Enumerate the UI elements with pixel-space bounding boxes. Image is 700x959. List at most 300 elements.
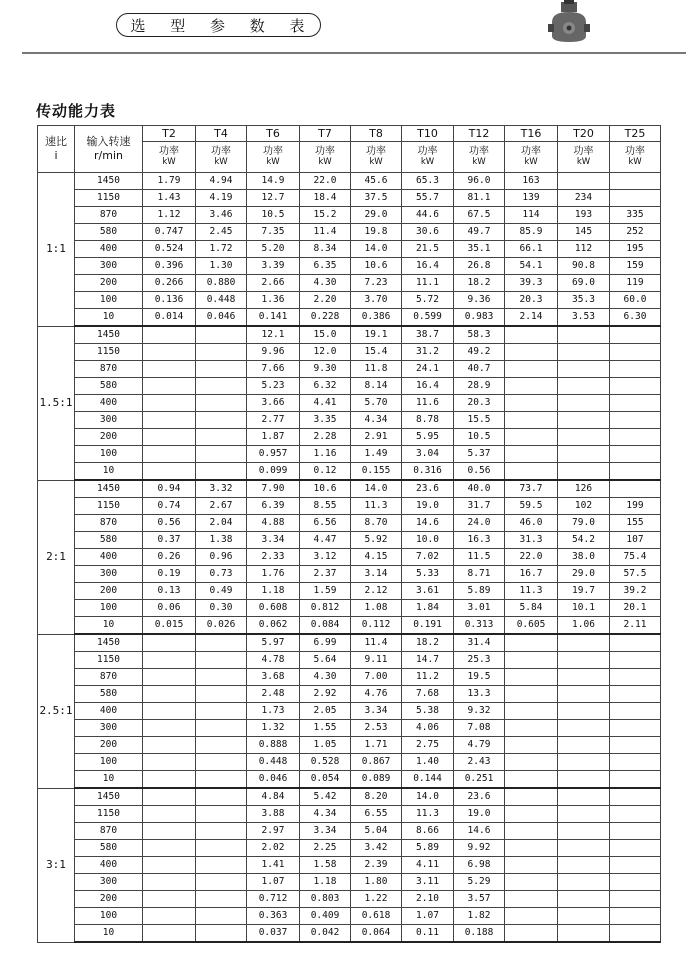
- model-header-t7: T7: [300, 126, 351, 142]
- input-speed-cell: 300: [75, 720, 143, 737]
- power-value-cell: 14.7: [402, 652, 454, 669]
- power-value-cell: 18.2: [402, 634, 454, 652]
- power-value-cell: 1.71: [351, 737, 402, 754]
- power-value-cell: 38.0: [558, 549, 610, 566]
- power-label: 功率: [315, 146, 335, 157]
- power-value-cell: 139: [505, 190, 558, 207]
- power-value-cell: 5.92: [351, 532, 402, 549]
- power-value-cell: [143, 326, 196, 344]
- input-speed-cell: 400: [75, 549, 143, 566]
- power-value-cell: 14.0: [351, 480, 402, 498]
- power-value-cell: 20.3: [505, 292, 558, 309]
- power-value-cell: 15.2: [300, 207, 351, 224]
- power-value-cell: 0.313: [454, 617, 505, 635]
- power-value-cell: [610, 190, 661, 207]
- power-value-cell: 11.5: [454, 549, 505, 566]
- power-value-cell: [143, 344, 196, 361]
- power-unit-header: [247, 142, 300, 173]
- power-value-cell: [558, 344, 610, 361]
- power-value-cell: [610, 925, 661, 943]
- power-value-cell: 73.7: [505, 480, 558, 498]
- power-value-cell: 0.191: [402, 617, 454, 635]
- input-speed-cell: 870: [75, 823, 143, 840]
- power-value-cell: [558, 703, 610, 720]
- power-value-cell: [196, 634, 247, 652]
- power-unit: kW: [162, 157, 176, 167]
- power-value-cell: 2.75: [402, 737, 454, 754]
- power-value-cell: 49.7: [454, 224, 505, 241]
- power-value-cell: 1.87: [247, 429, 300, 446]
- table-row: [38, 771, 661, 789]
- ratio-cell: 1.5:1: [38, 326, 75, 480]
- power-unit: kW: [524, 157, 538, 167]
- table-row: [38, 617, 661, 635]
- input-speed-cell: 100: [75, 600, 143, 617]
- power-value-cell: [196, 686, 247, 703]
- input-speed-cell: 870: [75, 669, 143, 686]
- power-value-cell: 3.11: [402, 874, 454, 891]
- power-value-cell: 31.7: [454, 498, 505, 515]
- input-speed-cell: 1450: [75, 634, 143, 652]
- power-value-cell: 6.30: [610, 309, 661, 327]
- power-value-cell: 3.35: [300, 412, 351, 429]
- power-value-cell: 3.34: [247, 532, 300, 549]
- power-value-cell: 45.6: [351, 173, 402, 190]
- power-value-cell: 40.7: [454, 361, 505, 378]
- power-value-cell: 19.0: [402, 498, 454, 515]
- table-row: [38, 788, 661, 806]
- power-value-cell: 16.4: [402, 258, 454, 275]
- power-value-cell: 10.6: [300, 480, 351, 498]
- table-row: [38, 806, 661, 823]
- power-value-cell: [143, 361, 196, 378]
- power-value-cell: 16.7: [505, 566, 558, 583]
- table-row: [38, 925, 661, 943]
- power-value-cell: [143, 788, 196, 806]
- power-value-cell: 0.605: [505, 617, 558, 635]
- table-row: [38, 908, 661, 925]
- power-value-cell: [610, 446, 661, 463]
- power-value-cell: 5.72: [402, 292, 454, 309]
- power-value-cell: [558, 840, 610, 857]
- power-value-cell: 35.3: [558, 292, 610, 309]
- power-value-cell: 4.34: [351, 412, 402, 429]
- power-value-cell: 4.78: [247, 652, 300, 669]
- power-value-cell: [143, 908, 196, 925]
- input-speed-cell: 1150: [75, 498, 143, 515]
- power-value-cell: [610, 840, 661, 857]
- input-speed-cell: 10: [75, 771, 143, 789]
- power-value-cell: [143, 412, 196, 429]
- power-value-cell: 5.89: [454, 583, 505, 600]
- power-value-cell: 96.0: [454, 173, 505, 190]
- power-value-cell: 3.34: [351, 703, 402, 720]
- power-value-cell: 35.1: [454, 241, 505, 258]
- power-value-cell: 102: [558, 498, 610, 515]
- power-value-cell: 8.71: [454, 566, 505, 583]
- power-value-cell: 9.92: [454, 840, 505, 857]
- input-speed-cell: 580: [75, 224, 143, 241]
- power-value-cell: 0.386: [351, 309, 402, 327]
- power-unit-header: [505, 142, 558, 173]
- power-value-cell: 0.054: [300, 771, 351, 789]
- power-value-cell: 9.32: [454, 703, 505, 720]
- ratio-cell: 3:1: [38, 788, 75, 942]
- power-value-cell: 1.79: [143, 173, 196, 190]
- table-row: [38, 190, 661, 207]
- power-value-cell: 2.37: [300, 566, 351, 583]
- power-value-cell: 21.5: [402, 241, 454, 258]
- power-value-cell: 335: [610, 207, 661, 224]
- power-value-cell: 0.026: [196, 617, 247, 635]
- input-speed-cell: 10: [75, 617, 143, 635]
- input-speed-cell: 870: [75, 361, 143, 378]
- power-value-cell: [196, 754, 247, 771]
- table-row: [38, 737, 661, 754]
- input-speed-cell: 1450: [75, 326, 143, 344]
- power-value-cell: [143, 652, 196, 669]
- power-value-cell: 145: [558, 224, 610, 241]
- power-value-cell: 7.00: [351, 669, 402, 686]
- power-value-cell: 4.30: [300, 669, 351, 686]
- power-value-cell: [143, 754, 196, 771]
- input-speed-cell: 1150: [75, 190, 143, 207]
- power-value-cell: 3.70: [351, 292, 402, 309]
- power-value-cell: 8.70: [351, 515, 402, 532]
- power-value-cell: 3.12: [300, 549, 351, 566]
- power-value-cell: 0.56: [454, 463, 505, 481]
- power-value-cell: 12.1: [247, 326, 300, 344]
- ratio-cell: 2.5:1: [38, 634, 75, 788]
- power-value-cell: [558, 446, 610, 463]
- power-value-cell: [505, 429, 558, 446]
- power-value-cell: 159: [610, 258, 661, 275]
- power-value-cell: 19.5: [454, 669, 505, 686]
- power-value-cell: [505, 412, 558, 429]
- power-value-cell: 0.11: [402, 925, 454, 943]
- power-value-cell: [610, 686, 661, 703]
- power-value-cell: 8.34: [300, 241, 351, 258]
- power-value-cell: 60.0: [610, 292, 661, 309]
- table-row: [38, 309, 661, 327]
- power-value-cell: 57.5: [610, 566, 661, 583]
- input-speed-cell: 400: [75, 857, 143, 874]
- power-value-cell: 8.55: [300, 498, 351, 515]
- power-value-cell: [505, 652, 558, 669]
- power-value-cell: 7.08: [454, 720, 505, 737]
- power-value-cell: 3.04: [402, 446, 454, 463]
- table-row: [38, 241, 661, 258]
- table-row: [38, 634, 661, 652]
- power-value-cell: 0.812: [300, 600, 351, 617]
- power-value-cell: 0.56: [143, 515, 196, 532]
- input-speed-cell: 100: [75, 446, 143, 463]
- power-value-cell: [196, 463, 247, 481]
- input-speed-cell: 1450: [75, 480, 143, 498]
- power-value-cell: 5.20: [247, 241, 300, 258]
- power-value-cell: [558, 412, 610, 429]
- table-row: [38, 566, 661, 583]
- power-value-cell: [505, 669, 558, 686]
- power-value-cell: [610, 823, 661, 840]
- power-value-cell: 14.9: [247, 173, 300, 190]
- power-value-cell: 7.68: [402, 686, 454, 703]
- power-value-cell: 4.06: [402, 720, 454, 737]
- power-value-cell: 2.25: [300, 840, 351, 857]
- power-value-cell: 0.712: [247, 891, 300, 908]
- table-row: [38, 292, 661, 309]
- power-value-cell: 0.363: [247, 908, 300, 925]
- input-speed-cell: 300: [75, 874, 143, 891]
- power-value-cell: 11.8: [351, 361, 402, 378]
- model-header-t6: T6: [247, 126, 300, 142]
- power-value-cell: 0.957: [247, 446, 300, 463]
- power-value-cell: 8.66: [402, 823, 454, 840]
- power-value-cell: 0.618: [351, 908, 402, 925]
- power-value-cell: [196, 857, 247, 874]
- power-value-cell: [558, 788, 610, 806]
- power-value-cell: 199: [610, 498, 661, 515]
- power-value-cell: 37.5: [351, 190, 402, 207]
- power-value-cell: 1.12: [143, 207, 196, 224]
- input-speed-cell: 580: [75, 686, 143, 703]
- power-value-cell: 3.32: [196, 480, 247, 498]
- power-value-cell: 30.6: [402, 224, 454, 241]
- power-value-cell: [610, 395, 661, 412]
- power-value-cell: 3.57: [454, 891, 505, 908]
- power-value-cell: [143, 395, 196, 412]
- input-speed-cell: 1150: [75, 806, 143, 823]
- power-value-cell: 4.30: [300, 275, 351, 292]
- power-value-cell: [143, 686, 196, 703]
- power-value-cell: [505, 686, 558, 703]
- power-value-cell: 0.608: [247, 600, 300, 617]
- table-row: [38, 207, 661, 224]
- power-value-cell: 18.2: [454, 275, 505, 292]
- power-value-cell: 0.888: [247, 737, 300, 754]
- power-value-cell: 0.73: [196, 566, 247, 583]
- power-value-cell: 2.14: [505, 309, 558, 327]
- power-value-cell: 69.0: [558, 275, 610, 292]
- power-value-cell: 0.251: [454, 771, 505, 789]
- power-value-cell: [196, 840, 247, 857]
- power-value-cell: 11.4: [351, 634, 402, 652]
- ratio-column-header: [38, 126, 75, 173]
- power-value-cell: 1.55: [300, 720, 351, 737]
- power-value-cell: [196, 703, 247, 720]
- power-value-cell: 6.35: [300, 258, 351, 275]
- input-speed-cell: 400: [75, 395, 143, 412]
- power-value-cell: 4.94: [196, 173, 247, 190]
- power-value-cell: 0.409: [300, 908, 351, 925]
- header-divider: [22, 52, 686, 54]
- table-row: [38, 412, 661, 429]
- power-value-cell: [505, 806, 558, 823]
- power-value-cell: [558, 634, 610, 652]
- power-value-cell: [143, 806, 196, 823]
- power-value-cell: 0.12: [300, 463, 351, 481]
- power-value-cell: [610, 771, 661, 789]
- ratio-label: 速比: [45, 135, 67, 148]
- power-label: 功率: [159, 146, 179, 157]
- power-value-cell: [558, 908, 610, 925]
- power-value-cell: [610, 463, 661, 481]
- power-value-cell: [505, 908, 558, 925]
- power-value-cell: 1.18: [247, 583, 300, 600]
- power-value-cell: 0.042: [300, 925, 351, 943]
- power-value-cell: 11.3: [402, 806, 454, 823]
- power-value-cell: 0.014: [143, 309, 196, 327]
- power-value-cell: 1.59: [300, 583, 351, 600]
- power-value-cell: [610, 874, 661, 891]
- power-value-cell: [196, 429, 247, 446]
- power-value-cell: [505, 737, 558, 754]
- power-value-cell: 3.46: [196, 207, 247, 224]
- power-value-cell: 5.89: [402, 840, 454, 857]
- input-speed-cell: 100: [75, 292, 143, 309]
- power-label: 功率: [469, 146, 489, 157]
- table-row: [38, 515, 661, 532]
- input-speed-cell: 100: [75, 908, 143, 925]
- table-row: [38, 480, 661, 498]
- power-value-cell: [196, 412, 247, 429]
- power-value-cell: [610, 857, 661, 874]
- power-label: 功率: [573, 146, 594, 157]
- power-value-cell: 195: [610, 241, 661, 258]
- power-value-cell: [610, 634, 661, 652]
- power-value-cell: 0.06: [143, 600, 196, 617]
- power-value-cell: [558, 771, 610, 789]
- power-value-cell: 1.58: [300, 857, 351, 874]
- power-value-cell: 107: [610, 532, 661, 549]
- power-value-cell: [558, 361, 610, 378]
- power-value-cell: 19.7: [558, 583, 610, 600]
- power-value-cell: [610, 344, 661, 361]
- input-speed-cell: 200: [75, 429, 143, 446]
- power-value-cell: [505, 925, 558, 943]
- power-label: 功率: [366, 146, 386, 157]
- power-value-cell: [196, 908, 247, 925]
- power-value-cell: 0.74: [143, 498, 196, 515]
- power-value-cell: 0.49: [196, 583, 247, 600]
- power-value-cell: 4.41: [300, 395, 351, 412]
- power-value-cell: 65.3: [402, 173, 454, 190]
- power-value-cell: 6.55: [351, 806, 402, 823]
- power-value-cell: 39.3: [505, 275, 558, 292]
- table-row: [38, 720, 661, 737]
- power-value-cell: 2.43: [454, 754, 505, 771]
- power-value-cell: [610, 669, 661, 686]
- power-value-cell: 46.0: [505, 515, 558, 532]
- table-row: [38, 344, 661, 361]
- power-value-cell: 15.4: [351, 344, 402, 361]
- power-value-cell: [610, 480, 661, 498]
- power-value-cell: 22.0: [505, 549, 558, 566]
- power-value-cell: [558, 754, 610, 771]
- power-value-cell: 0.188: [454, 925, 505, 943]
- power-value-cell: 0.136: [143, 292, 196, 309]
- power-value-cell: 0.599: [402, 309, 454, 327]
- power-value-cell: 7.35: [247, 224, 300, 241]
- power-value-cell: 44.6: [402, 207, 454, 224]
- power-unit: kW: [628, 157, 642, 167]
- power-unit: kW: [472, 157, 486, 167]
- power-value-cell: 59.5: [505, 498, 558, 515]
- power-value-cell: [196, 652, 247, 669]
- power-value-cell: 2.05: [300, 703, 351, 720]
- power-value-cell: 0.983: [454, 309, 505, 327]
- power-value-cell: 0.316: [402, 463, 454, 481]
- power-value-cell: 54.2: [558, 532, 610, 549]
- ratio-cell: 2:1: [38, 480, 75, 634]
- input-speed-cell: 1150: [75, 652, 143, 669]
- power-value-cell: [558, 891, 610, 908]
- power-value-cell: 7.90: [247, 480, 300, 498]
- power-value-cell: [558, 686, 610, 703]
- input-speed-cell: 200: [75, 891, 143, 908]
- power-value-cell: 0.94: [143, 480, 196, 498]
- power-value-cell: 5.29: [454, 874, 505, 891]
- power-value-cell: [143, 446, 196, 463]
- power-value-cell: [610, 806, 661, 823]
- power-value-cell: 7.02: [402, 549, 454, 566]
- power-value-cell: 6.39: [247, 498, 300, 515]
- power-value-cell: [610, 754, 661, 771]
- model-header-t12: T12: [454, 126, 505, 142]
- power-value-cell: [505, 857, 558, 874]
- power-value-cell: [505, 446, 558, 463]
- power-value-cell: [558, 395, 610, 412]
- power-value-cell: 0.13: [143, 583, 196, 600]
- power-value-cell: 2.33: [247, 549, 300, 566]
- input-speed-cell: 580: [75, 840, 143, 857]
- power-value-cell: 0.037: [247, 925, 300, 943]
- power-value-cell: 31.4: [454, 634, 505, 652]
- power-value-cell: 1.82: [454, 908, 505, 925]
- power-value-cell: 24.1: [402, 361, 454, 378]
- power-value-cell: 4.15: [351, 549, 402, 566]
- power-value-cell: [505, 874, 558, 891]
- power-value-cell: [196, 344, 247, 361]
- power-value-cell: [196, 891, 247, 908]
- power-value-cell: 19.8: [351, 224, 402, 241]
- table-row: [38, 224, 661, 241]
- power-value-cell: [196, 395, 247, 412]
- power-value-cell: 22.0: [300, 173, 351, 190]
- power-value-cell: 155: [610, 515, 661, 532]
- power-value-cell: 23.6: [402, 480, 454, 498]
- table-row: [38, 326, 661, 344]
- input-speed-cell: 200: [75, 737, 143, 754]
- table-row: [38, 446, 661, 463]
- table-row: [38, 686, 661, 703]
- power-value-cell: 252: [610, 224, 661, 241]
- power-value-cell: 4.47: [300, 532, 351, 549]
- power-value-cell: 0.803: [300, 891, 351, 908]
- power-value-cell: [196, 806, 247, 823]
- power-value-cell: 3.39: [247, 258, 300, 275]
- power-value-cell: 14.6: [454, 823, 505, 840]
- power-value-cell: 1.22: [351, 891, 402, 908]
- model-header-t25: T25: [610, 126, 661, 142]
- power-value-cell: 5.64: [300, 652, 351, 669]
- table-row: [38, 395, 661, 412]
- input-speed-cell: 300: [75, 566, 143, 583]
- power-value-cell: 5.38: [402, 703, 454, 720]
- power-value-cell: 29.0: [558, 566, 610, 583]
- input-speed-cell: 200: [75, 583, 143, 600]
- power-value-cell: 2.11: [610, 617, 661, 635]
